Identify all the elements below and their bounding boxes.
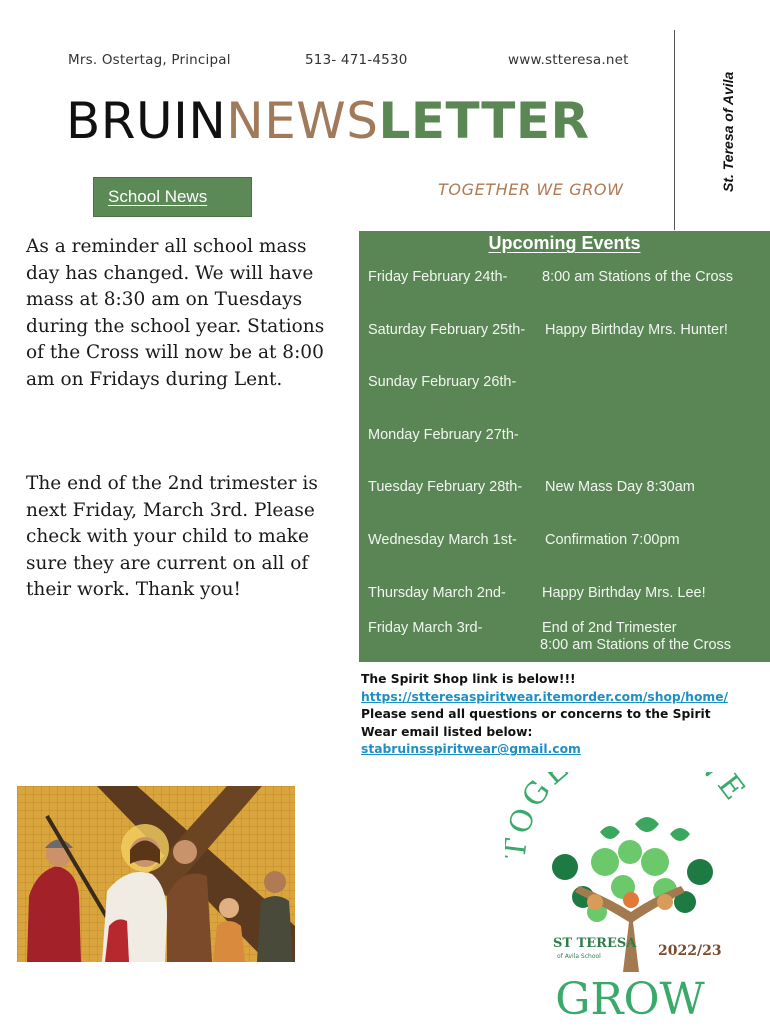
event-description: Happy Birthday Mrs. Hunter! [545, 322, 728, 338]
spirit-shop-link[interactable]: https://stteresaspiritwear.itemorder.com/shop/home/ [361, 689, 729, 704]
logo-arc-text: OG E [505, 772, 754, 839]
spirit-shop-notice [361, 671, 766, 759]
together-we-grow-logo [505, 772, 755, 1022]
newsletter-title [66, 92, 590, 150]
event-day: Thursday March 2nd- [368, 585, 506, 601]
event-day: Friday March 3rd- [368, 620, 483, 636]
logo-school: ST TERESA [553, 936, 637, 951]
title-part-news: NEWS [226, 92, 379, 150]
event-description: 8:00 am Stations of the Cross [542, 269, 734, 285]
logo-year: 2022/23 [658, 943, 722, 959]
principal-name: Mrs. Ostertag, Principal [68, 52, 231, 68]
phone-number: 513- 471-4530 [305, 52, 408, 68]
event-day: Friday February 24th- [368, 269, 508, 285]
school-name-vertical: St. Teresa of Avila [720, 71, 736, 192]
events-title: Upcoming Events [488, 233, 641, 253]
title-part-bruin: BRUIN [66, 92, 227, 150]
tagline: TOGETHER WE GROW [438, 180, 624, 199]
website-link[interactable]: www.stteresa.net [508, 52, 629, 68]
event-description-line2: 8:00 am Stations of the Cross [540, 637, 732, 653]
school-news-button[interactable] [93, 177, 252, 217]
event-day: Wednesday March 1st- [368, 532, 517, 548]
event-description: Confirmation 7:00pm [545, 532, 680, 548]
event-description: New Mass Day 8:30am [545, 479, 695, 495]
logo-school-sub: of Avila School [557, 953, 601, 960]
logo-grow: GROW [555, 974, 705, 1022]
event-day: Saturday February 25th- [368, 322, 526, 338]
event-description: End of 2nd Trimester [542, 620, 677, 636]
title-part-letter: LETTER [378, 92, 590, 150]
event-day: Sunday February 26th- [368, 374, 517, 390]
spirit-shop-contact-1: Please send all questions or concerns to the Spirit [361, 707, 711, 722]
spirit-shop-intro: The Spirit Shop link is below!!! [361, 672, 576, 686]
stations-of-the-cross-image [17, 786, 295, 962]
event-day: Monday February 27th- [368, 427, 519, 443]
event-description: Happy Birthday Mrs. Lee! [542, 585, 706, 601]
spirit-shop-contact-2: Wear email listed below: [361, 724, 533, 739]
header-divider [674, 30, 675, 230]
upcoming-events-panel [359, 231, 770, 662]
article-trimester: The end of the 2nd trimester is next Friday, March 3rd. Please check with your child to make sure they are current on all of their work. Thank you! [26, 473, 318, 600]
school-news-label: School News [108, 187, 208, 206]
article-mass-day: As a reminder all school mass day has changed. We will have mass at 8:30 am on Tuesdays during the school year. Stations of the Cross will now be at 8:00 am on Fridays during Lent. [26, 236, 325, 390]
event-day: Tuesday February 28th- [368, 479, 523, 495]
spirit-shop-email[interactable]: stabruinsspiritwear@gmail.com [361, 742, 581, 757]
